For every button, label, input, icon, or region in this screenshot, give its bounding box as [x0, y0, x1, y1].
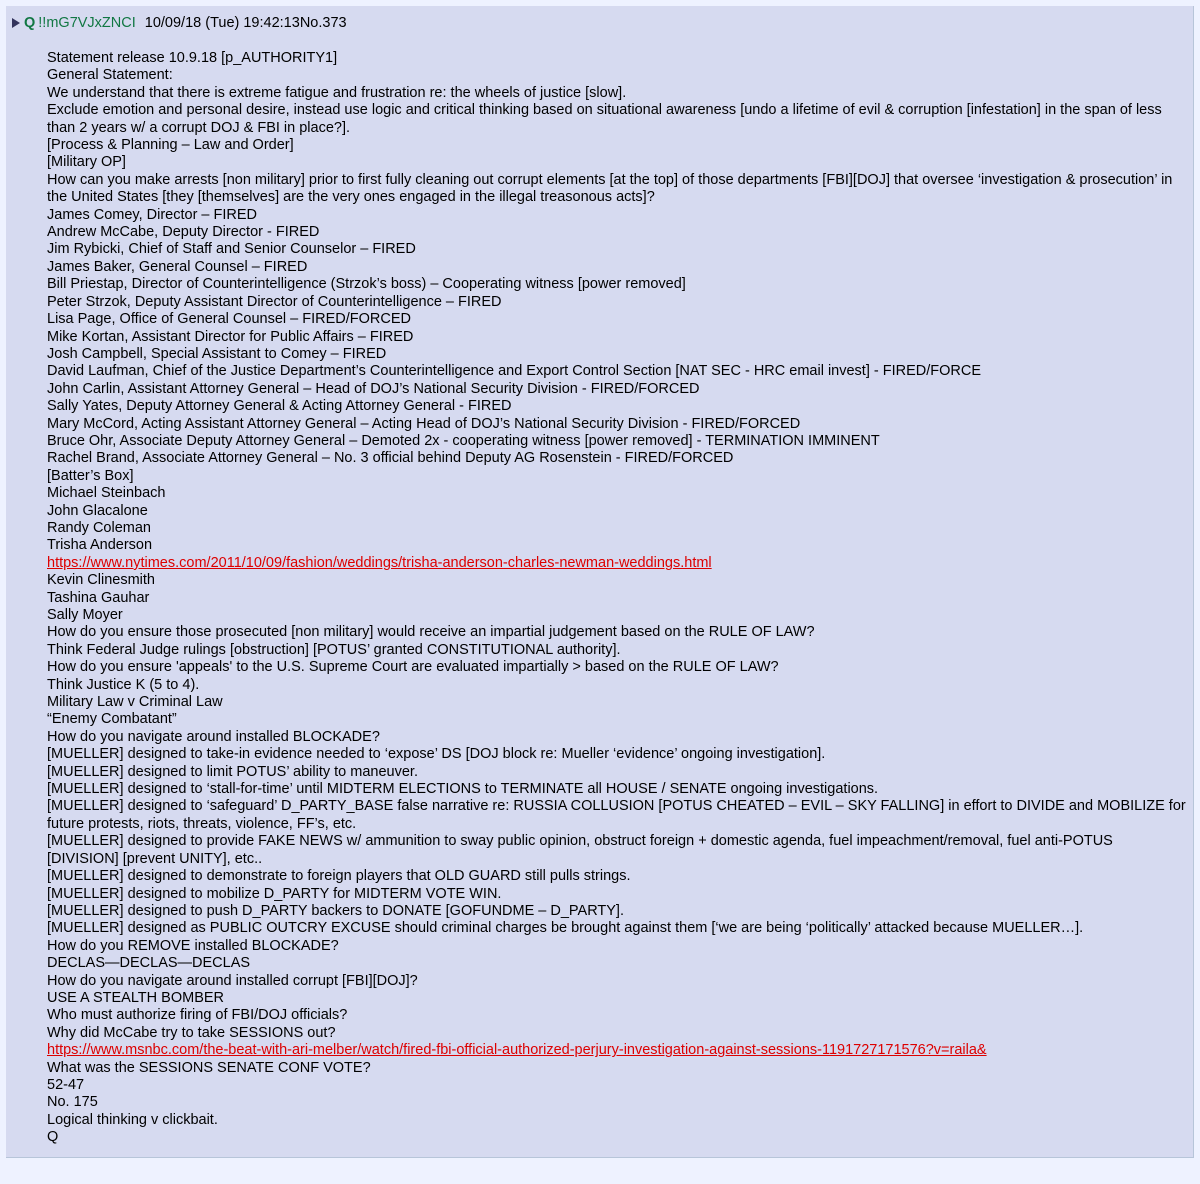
post-line: Why did McCabe try to take SESSIONS out? [47, 1024, 336, 1041]
post-line: James Baker, General Counsel – FIRED [47, 258, 308, 275]
post-line: Sally Moyer [47, 607, 123, 623]
post-line: Statement release 10.9.18 [p_AUTHORITY1] [47, 50, 338, 66]
post-line: [MUELLER] designed to ‘stall-for-time’ until MIDTERM ELECTIONS to TERMINATE all HOUSE / SENATE ongoing investigations. [47, 781, 879, 798]
poster-name: Q [24, 15, 36, 31]
post-line: “Enemy Combatant” [47, 711, 177, 728]
post-line: Jim Rybicki, Chief of Staff and Senior Counselor – FIRED [47, 241, 416, 258]
post-line: How do you ensure those prosecuted [non military] would receive an impartial judgement based on the RULE OF LAW? [47, 624, 815, 641]
post-line: Bruce Ohr, Associate Deputy Attorney General – Demoted 2x - cooperating witness [power removed] - TERMINATION IMMINENT [47, 432, 880, 449]
post-line: Mary McCord, Acting Assistant Attorney General – Acting Head of DOJ’s National Security Division - FIRED/FORCED [47, 415, 801, 432]
post-line: [MUELLER] designed to demonstrate to foreign players that OLD GUARD still pulls strings. [47, 868, 631, 885]
post-line: Think Federal Judge rulings [obstruction] [POTUS’ granted CONSTITUTIONAL authority]. [47, 641, 621, 658]
post-line: Peter Strzok, Deputy Assistant Director of Counterintelligence – FIRED [47, 293, 502, 310]
post-line: DECLAS—DECLAS—DECLAS [47, 955, 251, 972]
post-line: Bill Priestap, Director of Counterintelligence (Strzok’s boss) – Cooperating witness [power removed] [47, 276, 686, 293]
post-body [47, 50, 1190, 1147]
post-menu-arrow-icon[interactable] [12, 18, 20, 28]
post-line: [Process & Planning – Law and Order] [47, 137, 294, 154]
post-line: Think Justice K (5 to 4). [47, 676, 200, 693]
post-line: John Carlin, Assistant Attorney General – Head of DOJ’s National Security Division - FIRED/FORCED [47, 380, 700, 397]
post-line: [Batter’s Box] [47, 467, 134, 484]
post-line: No. 175 [47, 1094, 98, 1111]
post-line: Exclude emotion and personal desire, instead use logic and critical thinking based on situational awareness [undo a lifetime of evil & corruption [infestation] in the span of less than 2 years w/ a corrupt DOJ & FBI in place?]. [47, 102, 1166, 136]
post-line: General Statement: [47, 67, 173, 84]
post-line: [MUELLER] designed to limit POTUS’ ability to maneuver. [47, 763, 418, 780]
post-line: How can you make arrests [non military] prior to first fully cleaning out corrupt elements [at the top] of those departments [FBI][DOJ] that oversee ‘investigation & prosecution’ in the United States [they [themselves] are the very ones engaged in the illegal treasonous acts]? [47, 171, 1177, 206]
post-line: Josh Campbell, Special Assistant to Comey – FIRED [47, 345, 387, 362]
post-container [6, 6, 1194, 1158]
post-line: How do you navigate around installed corrupt [FBI][DOJ]? [47, 972, 418, 989]
post-header [12, 13, 347, 33]
post-line: James Comey, Director – FIRED [47, 206, 258, 223]
post-line: [Military OP] [47, 154, 126, 171]
post-date: 10/09/18 (Tue) 19:42:13 [144, 15, 300, 31]
post-line: Lisa Page, Office of General Counsel – FIRED/FORCED [47, 311, 411, 328]
post-line: Sally Yates, Deputy Attorney General & Acting Attorney General - FIRED [47, 398, 512, 415]
post-number[interactable]: No.373 [299, 15, 347, 31]
poster-tripcode: !!mG7VJxZNCI [38, 15, 136, 31]
post-line: [MUELLER] designed to mobilize D_PARTY for MIDTERM VOTE WIN. [47, 885, 502, 902]
post-line: How do you REMOVE installed BLOCKADE? [47, 937, 339, 954]
post-line: Trisha Anderson [47, 537, 153, 554]
post-link[interactable]: https://www.msnbc.com/the-beat-with-ari-melber/watch/fired-fbi-official-authorized-perjury-investigation-against-sessions-1191727171576?v=raila& [47, 1042, 987, 1059]
post-line: 52-47 [47, 1076, 85, 1093]
post-line: David Laufman, Chief of the Justice Department’s Counterintelligence and Export Control Section [NAT SEC - HRC email invest] - FIRED/FORCE [47, 363, 982, 380]
post-line: Logical thinking v clickbait. [47, 1111, 218, 1128]
post-line: [MUELLER] designed to take-in evidence needed to ‘expose’ DS [DOJ block re: Mueller ‘evidence’ ongoing investigation]. [47, 746, 826, 763]
post-line: We understand that there is extreme fatigue and frustration re: the wheels of justice [slow]. [47, 84, 627, 101]
post-line: [MUELLER] designed to push D_PARTY backers to DONATE [GOFUNDME – D_PARTY]. [47, 902, 624, 919]
post-line: [MUELLER] designed as PUBLIC OUTCRY EXCUSE should criminal charges be brought against them [‘we are being ‘politically’ attacked because MUELLER…]. [47, 920, 1084, 937]
post-line: Tashina Gauhar [47, 589, 150, 606]
post-line: Kevin Clinesmith [47, 572, 155, 589]
post-line: John Glacalone [47, 502, 148, 519]
post-line: Michael Steinbach [47, 485, 166, 502]
post-line: Rachel Brand, Associate Attorney General – No. 3 official behind Deputy AG Rosenstein - FIRED/FORCED [47, 450, 734, 467]
post-line: Who must authorize firing of FBI/DOJ officials? [47, 1007, 348, 1024]
post-link[interactable]: https://www.nytimes.com/2011/10/09/fashion/weddings/trisha-anderson-charles-newman-weddings.html [47, 554, 712, 571]
post-line: Military Law v Criminal Law [47, 694, 223, 711]
post-line: How do you navigate around installed BLOCKADE? [47, 728, 380, 745]
post-line: [MUELLER] designed to ‘safeguard’ D_PARTY_BASE false narrative re: RUSSIA COLLUSION [POTUS CHEATED – EVIL – SKY FALLING] in effort to DIVIDE and MOBILIZE for future protests, riots, threats, violence, FF’s, etc. [47, 798, 1190, 832]
post-line: Randy Coleman [47, 519, 151, 536]
post-line: USE A STEALTH BOMBER [47, 989, 225, 1006]
post-line: [MUELLER] designed to provide FAKE NEWS w/ ammunition to sway public opinion, obstruct foreign + domestic agenda, fuel impeachment/removal, fuel anti-POTUS [DIVISION] [prevent UNITY], etc.. [47, 833, 1117, 867]
post-line: How do you ensure 'appeals' to the U.S. Supreme Court are evaluated impartially > based on the RULE OF LAW? [47, 659, 779, 676]
post-line: What was the SESSIONS SENATE CONF VOTE? [47, 1059, 371, 1076]
post-line: Andrew McCabe, Deputy Director - FIRED [47, 224, 320, 241]
post-line: Mike Kortan, Assistant Director for Public Affairs – FIRED [47, 328, 414, 345]
post-line: Q [47, 1129, 59, 1146]
